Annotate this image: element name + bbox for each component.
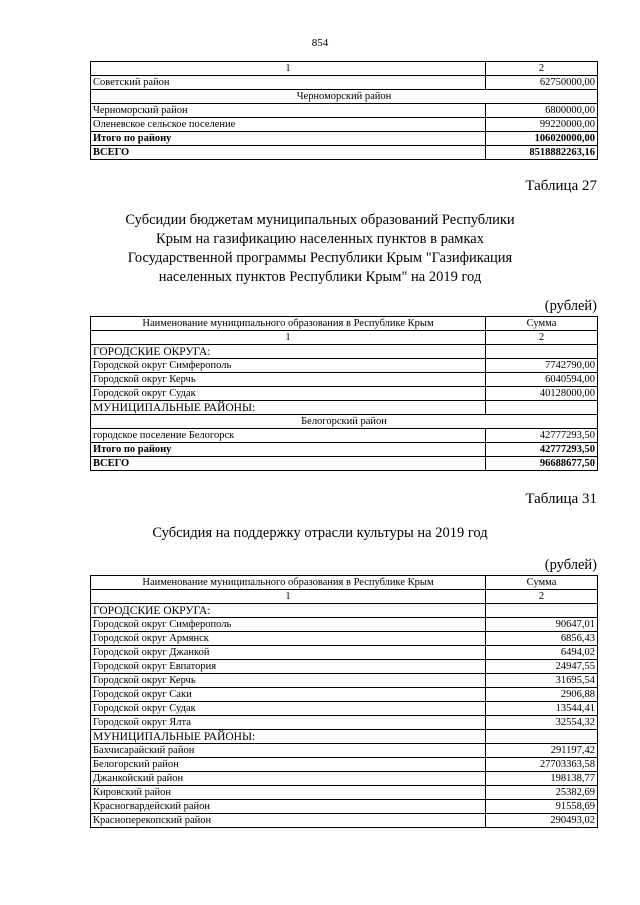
table-row	[91, 76, 598, 90]
table-row	[91, 688, 598, 702]
row-name: Итого по району	[91, 443, 486, 457]
continuation-table-body	[91, 76, 598, 160]
row-value	[486, 604, 598, 618]
row-name: ВСЕГО	[91, 146, 486, 160]
column-number-2: 2	[486, 331, 598, 345]
row-name: Оленевское сельское поселение	[91, 118, 486, 132]
table-31-units: (рублей)	[544, 557, 597, 573]
row-name: Городской округ Джанкой	[91, 646, 486, 660]
table-row	[91, 744, 598, 758]
row-value: 7742790,00	[486, 359, 598, 373]
row-name: ГОРОДСКИЕ ОКРУГА:	[91, 604, 486, 618]
section-title: Черноморский район	[91, 90, 598, 104]
table-row	[91, 716, 598, 730]
table-27-label: Таблица 27	[525, 178, 597, 194]
column-number-1: 1	[91, 331, 486, 345]
row-value: 31695,54	[486, 674, 598, 688]
row-name: Итого по району	[91, 132, 486, 146]
table-31-label: Таблица 31	[525, 491, 597, 507]
total-row	[91, 146, 598, 160]
row-name: Городской округ Керчь	[91, 674, 486, 688]
section-title: Белогорский район	[91, 415, 598, 429]
table-27-body	[91, 345, 598, 471]
table-31	[90, 575, 598, 828]
table-31-body	[91, 604, 598, 828]
row-value: 6800000,00	[486, 104, 598, 118]
table-row	[91, 772, 598, 786]
column-number-row	[91, 62, 598, 76]
table-row	[91, 373, 598, 387]
group-header-row	[91, 401, 598, 415]
column-number-row	[91, 331, 598, 345]
row-name: Городской округ Евпатория	[91, 660, 486, 674]
table-row	[91, 674, 598, 688]
row-name: МУНИЦИПАЛЬНЫЕ РАЙОНЫ:	[91, 401, 486, 415]
column-number-row	[91, 590, 598, 604]
row-name: Бахчисарайский район	[91, 744, 486, 758]
column-header-sum: Сумма	[486, 576, 598, 590]
total-row	[91, 443, 598, 457]
row-value: 40128000,00	[486, 387, 598, 401]
row-value: 2906,88	[486, 688, 598, 702]
row-name: Городской округ Судак	[91, 387, 486, 401]
row-value: 25382,69	[486, 786, 598, 800]
table-row	[91, 702, 598, 716]
column-header-name: Наименование муниципального образования в Республике Крым	[91, 576, 486, 590]
column-number-2: 2	[486, 62, 598, 76]
row-name: Белогорский район	[91, 758, 486, 772]
column-header-sum: Сумма	[486, 317, 598, 331]
row-value: 198138,77	[486, 772, 598, 786]
header-row	[91, 576, 598, 590]
row-value: 32554,32	[486, 716, 598, 730]
table-row	[91, 359, 598, 373]
row-value	[486, 401, 598, 415]
table-row	[91, 758, 598, 772]
row-name: Городской округ Ялта	[91, 716, 486, 730]
row-value: 42777293,50	[486, 443, 598, 457]
row-value: 291197,42	[486, 744, 598, 758]
row-name: ГОРОДСКИЕ ОКРУГА:	[91, 345, 486, 359]
row-name: Городской округ Судак	[91, 702, 486, 716]
row-value: 96688677,50	[486, 457, 598, 471]
row-name: Черноморский район	[91, 104, 486, 118]
row-value: 91558,69	[486, 800, 598, 814]
row-name: ВСЕГО	[91, 457, 486, 471]
page-number: 854	[311, 37, 329, 49]
section-row	[91, 415, 598, 429]
row-name: Городской округ Симферополь	[91, 618, 486, 632]
row-value: 6494,02	[486, 646, 598, 660]
table-27	[90, 316, 598, 471]
row-name: Кировский район	[91, 786, 486, 800]
row-name: Городской округ Армянск	[91, 632, 486, 646]
row-value: 6856,43	[486, 632, 598, 646]
table-27-title: Субсидии бюджетам муниципальных образований Республики Крым на газификацию населенных пунктов в рамках Государственной программы Республики Крым "Газификация населенных пунктов Республики Крым" на 2019 год	[125, 212, 515, 285]
table-row	[91, 118, 598, 132]
row-name: Городской округ Симферополь	[91, 359, 486, 373]
row-value: 13544,41	[486, 702, 598, 716]
group-header-row	[91, 604, 598, 618]
table-row	[91, 786, 598, 800]
table-row	[91, 800, 598, 814]
column-number-1: 1	[91, 62, 486, 76]
total-row	[91, 457, 598, 471]
row-value: 290493,02	[486, 814, 598, 828]
header-row	[91, 317, 598, 331]
table-row	[91, 814, 598, 828]
row-name: Советский район	[91, 76, 486, 90]
section-row	[91, 90, 598, 104]
table-row	[91, 429, 598, 443]
row-value	[486, 730, 598, 744]
row-value	[486, 345, 598, 359]
table-27-units: (рублей)	[544, 298, 597, 314]
table-row	[91, 632, 598, 646]
column-number-2: 2	[486, 590, 598, 604]
table-row	[91, 104, 598, 118]
row-value: 99220000,00	[486, 118, 598, 132]
table-row	[91, 660, 598, 674]
table-row	[91, 387, 598, 401]
row-name: МУНИЦИПАЛЬНЫЕ РАЙОНЫ:	[91, 730, 486, 744]
row-name: Джанкойский район	[91, 772, 486, 786]
row-name: Красногвардейский район	[91, 800, 486, 814]
row-value: 24947,55	[486, 660, 598, 674]
table-row	[91, 618, 598, 632]
row-name: Городской округ Саки	[91, 688, 486, 702]
row-value: 42777293,50	[486, 429, 598, 443]
column-number-1: 1	[91, 590, 486, 604]
table-31-title: Субсидия на поддержку отрасли культуры на 2019 год	[152, 525, 488, 541]
continuation-table	[90, 61, 598, 160]
column-header-name: Наименование муниципального образования в Республике Крым	[91, 317, 486, 331]
row-value: 8518882263,16	[486, 146, 598, 160]
row-name: Красноперекопский район	[91, 814, 486, 828]
row-name: городское поселение Белогорск	[91, 429, 486, 443]
row-name: Городской округ Керчь	[91, 373, 486, 387]
group-header-row	[91, 345, 598, 359]
row-value: 106020000,00	[486, 132, 598, 146]
row-value: 62750000,00	[486, 76, 598, 90]
total-row	[91, 132, 598, 146]
group-header-row	[91, 730, 598, 744]
row-value: 27703363,58	[486, 758, 598, 772]
table-row	[91, 646, 598, 660]
row-value: 90647,01	[486, 618, 598, 632]
row-value: 6040594,00	[486, 373, 598, 387]
